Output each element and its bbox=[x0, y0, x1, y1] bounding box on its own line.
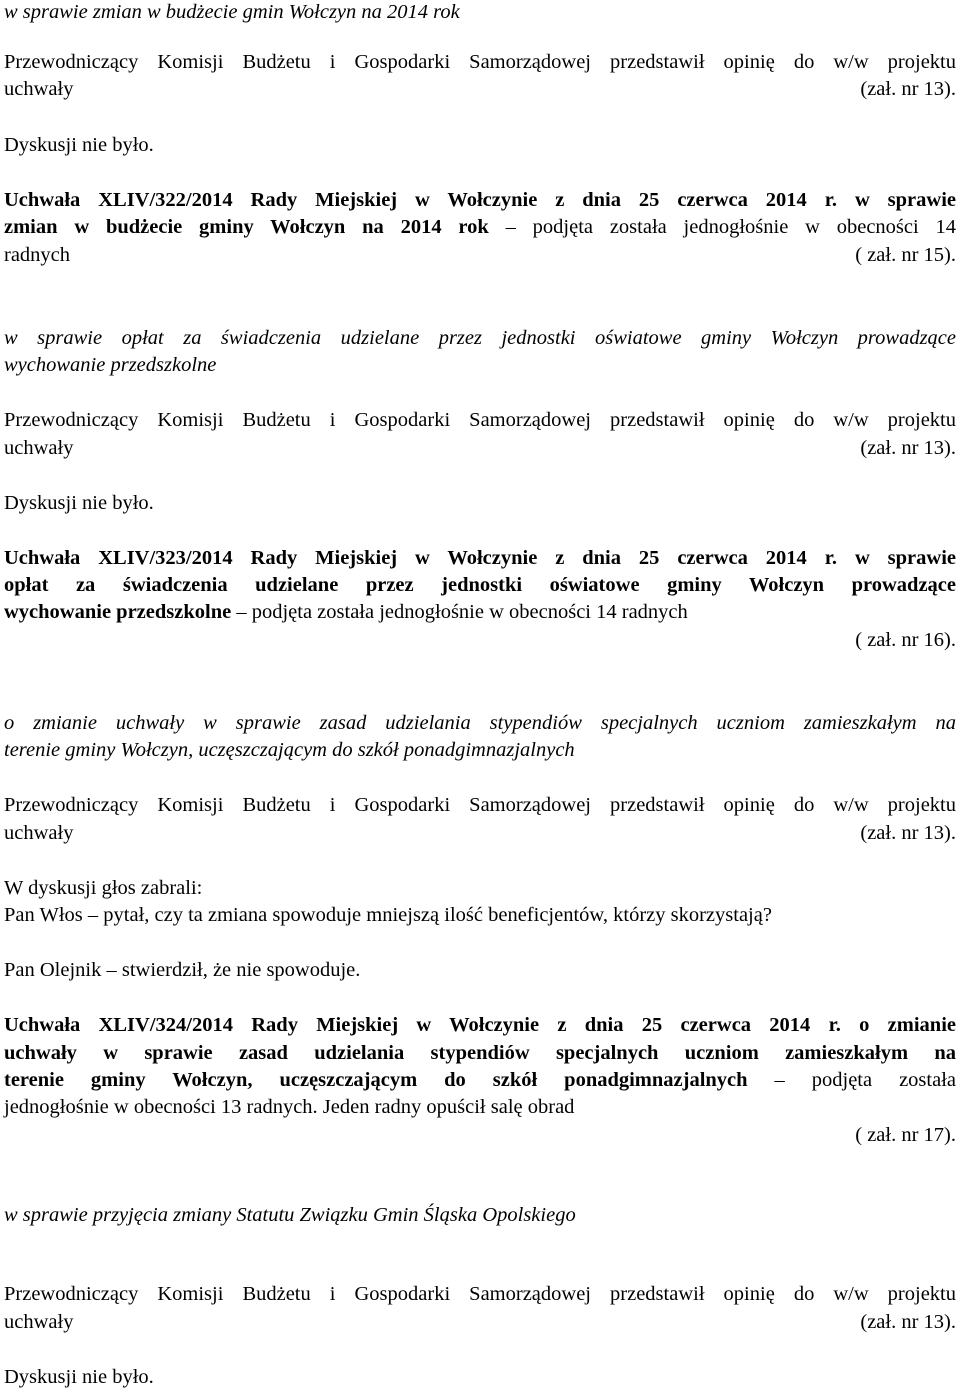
b2-heading-line2: wychowanie przedszkolne bbox=[4, 354, 217, 376]
b1-resolution-radnych: radnych bbox=[4, 244, 71, 266]
b1-heading: w sprawie zmian w budżecie gmin Wołczyn na 2014 rok bbox=[4, 1, 460, 23]
b2-discussion: Dyskusji nie było. bbox=[4, 492, 154, 514]
b3-resolution-line3 bbox=[4, 1067, 956, 1094]
b4-opinion-line2 bbox=[4, 1309, 956, 1336]
b3-opinion-line1: Przewodniczący Komisji Budżetu i Gospodarki Samorządowej przedstawił opinię do w/w projektu bbox=[4, 794, 956, 816]
b3-resolution-line3-bold: terenie gminy Wołczyn, uczęszczającym do szkół ponadgimnazjalnych bbox=[4, 1069, 748, 1091]
b1-resolution-line1: Uchwała XLIV/322/2014 Rady Miejskiej w Wołczynie z dnia 25 czerwca 2014 r. w sprawie bbox=[4, 189, 956, 211]
b1-opinion-word: uchwały bbox=[4, 78, 74, 100]
b1-opinion-line1: Przewodniczący Komisji Budżetu i Gospodarki Samorządowej przedstawił opinię do w/w projektu bbox=[4, 51, 956, 73]
b2-resolution-line1: Uchwała XLIV/323/2014 Rady Miejskiej w Wołczynie z dnia 25 czerwca 2014 r. w sprawie bbox=[4, 547, 956, 569]
b3-heading-line2: terenie gminy Wołczyn, uczęszczającym do szkół ponadgimnazjalnych bbox=[4, 739, 575, 761]
b2-opinion-line1: Przewodniczący Komisji Budżetu i Gospodarki Samorządowej przedstawił opinię do w/w projektu bbox=[4, 409, 956, 431]
b4-discussion: Dyskusji nie było. bbox=[4, 1366, 154, 1388]
b2-resolution-line3-bold: wychowanie przedszkolne bbox=[4, 601, 232, 623]
b1-resolution-line2-bold: zmian w budżecie gminy Wołczyn na 2014 rok bbox=[4, 216, 489, 238]
b4-attachment-ref: (zał. nr 13). bbox=[860, 1311, 956, 1333]
b1-resolution-line3 bbox=[4, 242, 956, 269]
b3-resolution-line2: uchwały w sprawie zasad udzielania stypendiów specjalnych uczniom zamieszkałym na bbox=[4, 1042, 956, 1064]
document-page bbox=[4, 0, 956, 1394]
b2-opinion-word: uchwały bbox=[4, 437, 74, 459]
b4-heading: w sprawie przyjęcia zmiany Statutu Związku Gmin Śląska Opolskiego bbox=[4, 1204, 576, 1226]
b3-resolution-attachment: ( zał. nr 17). bbox=[855, 1124, 956, 1146]
b1-opinion-line2 bbox=[4, 76, 956, 103]
b3-discussion-intro: W dyskusji głos zabrali: bbox=[4, 877, 203, 899]
b2-resolution-line3 bbox=[4, 599, 956, 626]
b3-discussion-wlos: Pan Włos – pytał, czy ta zmiana spowoduje mniejszą ilość beneficjentów, którzy skorzystają? bbox=[4, 904, 772, 926]
b2-resolution-line2: opłat za świadczenia udzielane przez jednostki oświatowe gminy Wołczyn prowadzące bbox=[4, 574, 956, 596]
b4-opinion-line1: Przewodniczący Komisji Budżetu i Gospodarki Samorządowej przedstawił opinię do w/w projektu bbox=[4, 1283, 956, 1305]
b4-opinion-word: uchwały bbox=[4, 1311, 74, 1333]
b2-resolution-line3-text: – podjęta została jednogłośnie w obecności 14 radnych bbox=[236, 601, 688, 623]
b1-attachment-ref: (zał. nr 13). bbox=[860, 78, 956, 100]
b3-resolution-line4: jednogłośnie w obecności 13 radnych. Jeden radny opuścił salę obrad bbox=[4, 1096, 575, 1118]
b1-resolution-line2-text: – podjęta została jednogłośnie w obecności 14 bbox=[505, 216, 957, 238]
b2-heading-line1: w sprawie opłat za świadczenia udzielane przez jednostki oświatowe gminy Wołczyn prowadzące bbox=[4, 327, 956, 349]
b2-attachment-ref: (zał. nr 13). bbox=[860, 437, 956, 459]
b1-discussion: Dyskusji nie było. bbox=[4, 134, 154, 156]
b1-resolution-attachment: ( zał. nr 15). bbox=[855, 244, 956, 266]
b2-resolution-attachment: ( zał. nr 16). bbox=[855, 629, 956, 651]
b1-resolution-line2 bbox=[4, 214, 956, 241]
b3-resolution-line1: Uchwała XLIV/324/2014 Rady Miejskiej w Wołczynie z dnia 25 czerwca 2014 r. o zmianie bbox=[4, 1014, 956, 1036]
b3-attachment-ref: (zał. nr 13). bbox=[860, 822, 956, 844]
b3-opinion-line2 bbox=[4, 820, 956, 847]
b3-heading-line1: o zmianie uchwały w sprawie zasad udzielania stypendiów specjalnych uczniom zamieszkałym na bbox=[4, 712, 956, 734]
b2-opinion-line2 bbox=[4, 435, 956, 462]
b3-opinion-word: uchwały bbox=[4, 822, 74, 844]
b3-discussion-olejnik: Pan Olejnik – stwierdził, że nie spowoduje. bbox=[4, 959, 361, 981]
b3-resolution-line3-text: – podjęta została bbox=[774, 1069, 956, 1091]
